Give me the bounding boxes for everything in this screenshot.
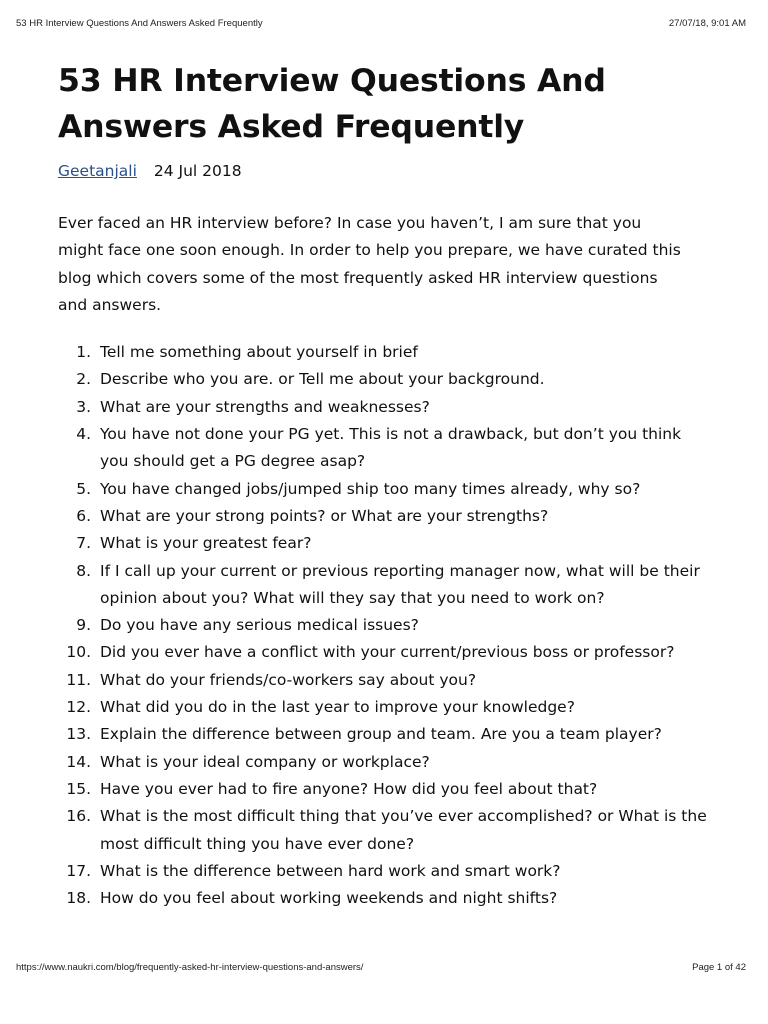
list-item [58,749,718,776]
list-item-number: 6. [76,506,91,525]
list-item [58,558,718,613]
list-item-text: Explain the difference between group and team. Are you a team player? [100,725,662,744]
intro-paragraph: Ever faced an HR interview before? In case you haven’t, I am sure that you might face one soon enough. In order to help you prepare, we have curated this blog which covers some of the most frequently asked HR interview questions and answers. [58,214,681,314]
list-item-number: 12. [66,698,91,717]
list-item-text: What is your greatest fear? [100,534,312,553]
list-item-number: 1. [76,343,91,362]
publish-date: 24 Jul 2018 [153,162,242,180]
list-item-text: Tell me something about yourself in brief [100,343,418,362]
list-item [58,476,718,503]
list-item [58,667,718,694]
list-item [58,421,718,476]
question-list [58,339,718,912]
list-item-number: 16. [66,807,91,826]
list-item-number: 4. [76,425,91,444]
list-item-number: 14. [66,752,91,771]
list-item-text: What do your friends/co-workers say about you? [100,670,477,689]
list-item-text: What is your ideal company or workplace? [100,752,430,771]
list-item [58,885,718,912]
list-item-number: 13. [66,725,91,744]
list-item-number: 5. [76,479,91,498]
list-item [58,394,718,421]
list-item [58,503,718,530]
list-item-text: How do you feel about working weekends and night shifts? [100,889,558,908]
article [58,58,718,912]
list-item [58,858,718,885]
list-item-number: 9. [76,616,91,635]
print-footer-url: https://www.naukri.com/blog/frequently-asked-hr-interview-questions-and-answers/ [16,962,364,973]
print-header-title: 53 HR Interview Questions And Answers Asked Frequently [16,18,263,29]
list-item [58,776,718,803]
list-item-text: What did you do in the last year to improve your knowledge? [100,698,575,717]
list-item-text: You have not done your PG yet. This is not a drawback, but don’t you think you should get a PG degree asap? [100,425,682,471]
list-item-number: 8. [76,561,91,580]
list-item-number: 15. [66,779,91,798]
list-item-text: What are your strengths and weaknesses? [100,397,430,416]
list-item-number: 7. [76,534,91,553]
list-item [58,339,718,366]
list-item-number: 10. [66,643,91,662]
list-item-text: If I call up your current or previous reporting manager now, what will be their opinion about you? What will they say that you need to work on? [100,561,700,607]
print-header [16,18,746,29]
list-item-text: What is the most difficult thing that you’ve ever accomplished? or What is the most difficult thing you have ever done? [100,807,707,853]
list-item [58,803,718,858]
list-item [58,694,718,721]
byline [58,160,718,182]
list-item-text: Have you ever had to fire anyone? How did you feel about that? [100,779,598,798]
list-item [58,612,718,639]
list-item-text: Describe who you are. or Tell me about your background. [100,370,545,389]
author-link[interactable]: Geetanjali [58,162,137,180]
list-item-text: Do you have any serious medical issues? [100,616,419,635]
print-header-datetime: 27/07/18, 9:01 AM [668,18,746,29]
list-item [58,366,718,393]
list-item-text: You have changed jobs/jumped ship too many times already, why so? [100,479,641,498]
list-item-number: 11. [66,670,91,689]
list-item-text: What are your strong points? or What are your strengths? [100,506,549,525]
list-item-number: 18. [66,889,91,908]
list-item [58,639,718,666]
list-item-number: 17. [66,861,91,880]
list-item-number: 3. [76,397,91,416]
article-title: 53 HR Interview Questions And Answers Asked Frequently [58,63,606,145]
page-number: Page 1 of 42 [692,962,746,973]
list-item-number: 2. [76,370,91,389]
list-item-text: What is the difference between hard work and smart work? [100,861,561,880]
list-item-text: Did you ever have a conflict with your current/previous boss or professor? [100,643,675,662]
print-footer [16,962,746,973]
list-item [58,530,718,557]
list-item [58,721,718,748]
